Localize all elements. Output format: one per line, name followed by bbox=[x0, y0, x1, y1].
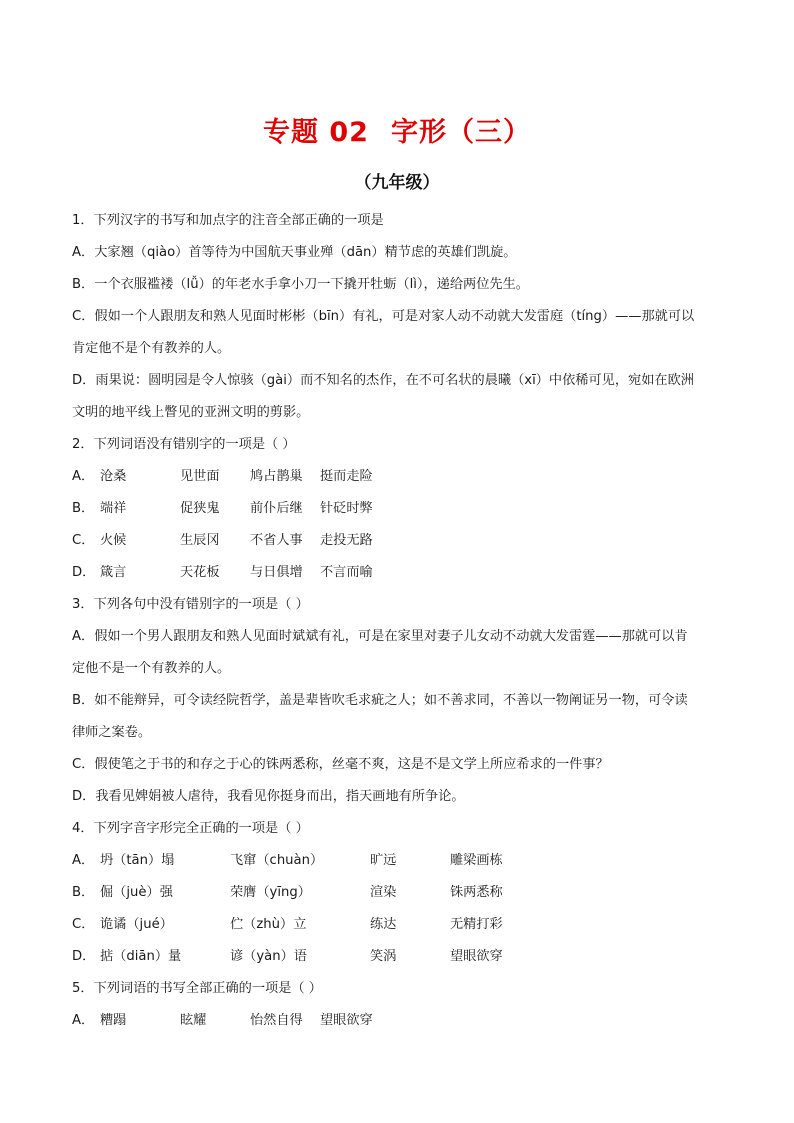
text-line: D．我看见婢娟被人虐待，我看见你挺身而出，指天画地有所争论。 bbox=[72, 789, 465, 804]
option-term: 荣膺（yīng） bbox=[230, 885, 311, 900]
option-term: 挺而走险 bbox=[320, 469, 373, 484]
text-line: C．假使笔之于书的和存之于心的铢两悉称，丝毫不爽，这是不是文学上所应希求的一件事？ bbox=[72, 757, 609, 772]
option-term: 倔（juè）强 bbox=[100, 885, 173, 900]
option-term: 走投无路 bbox=[320, 533, 373, 548]
option-term: 渲染 bbox=[370, 885, 397, 900]
option-term: 前仆后继 bbox=[250, 501, 303, 516]
option-term: 火候 bbox=[100, 533, 127, 548]
option-term: 望眼欲穿 bbox=[320, 1013, 373, 1028]
option-row bbox=[72, 941, 732, 973]
option-row bbox=[72, 525, 732, 557]
text-line: 4．下列字音字形完全正确的一项是（ ） bbox=[72, 821, 309, 836]
question-list bbox=[72, 205, 732, 1037]
option-term: 笑涡 bbox=[370, 949, 397, 964]
option-label: D． bbox=[72, 565, 96, 580]
option-term: 旷远 bbox=[370, 853, 397, 868]
option-label: C． bbox=[72, 917, 95, 932]
option-term: 伫（zhù）立 bbox=[230, 917, 307, 932]
option-term: 铢两悉称 bbox=[450, 885, 503, 900]
option-row bbox=[72, 845, 732, 877]
option-term: 练达 bbox=[370, 917, 397, 932]
option-row bbox=[72, 909, 732, 941]
option-term: 与日俱增 bbox=[250, 565, 303, 580]
option-row bbox=[72, 461, 732, 493]
option-row bbox=[72, 877, 732, 909]
option-term: 望眼欲穿 bbox=[450, 949, 503, 964]
title-topic-number: 专题 02 bbox=[263, 117, 369, 148]
option-term: 不言而喻 bbox=[320, 565, 373, 580]
option-term: 鸠占鹊巢 bbox=[250, 469, 303, 484]
option-term: 针砭时弊 bbox=[320, 501, 373, 516]
option-term: 糟蹋 bbox=[100, 1013, 127, 1028]
text-line: C．假如一个人跟朋友和熟人见面时彬彬（bīn）有礼，可是对家人动不动就大发雷庭（tíng）——那就可以 bbox=[72, 309, 695, 324]
option-label: A． bbox=[72, 469, 95, 484]
option-label: B． bbox=[72, 501, 95, 516]
text-line: 定他不是一个有教养的人。 bbox=[72, 661, 231, 676]
text-line: 3．下列各句中没有错别字的一项是（ ） bbox=[72, 597, 309, 612]
option-term: 眩耀 bbox=[180, 1013, 207, 1028]
option-term: 见世面 bbox=[180, 469, 220, 484]
text-line: B．一个衣服褴褛（lǚ）的年老水手拿小刀一下撬开牡蛎（lì），递给两位先生。 bbox=[72, 277, 529, 292]
text-line: D．雨果说：圆明园是令人惊骇（gài）而不知名的杰作，在不可名状的晨曦（xī）中依稀可见，宛如在欧洲 bbox=[72, 373, 694, 388]
option-label: B． bbox=[72, 885, 95, 900]
option-term: 雕梁画栋 bbox=[450, 853, 503, 868]
option-term: 天花板 bbox=[180, 565, 220, 580]
option-term: 坍（tān）塌 bbox=[100, 853, 175, 868]
option-label: A． bbox=[72, 853, 95, 868]
option-label: D． bbox=[72, 949, 96, 964]
text-line: 5．下列词语的书写全部正确的一项是（ ） bbox=[72, 981, 322, 996]
option-row bbox=[72, 557, 732, 589]
option-row bbox=[72, 493, 732, 525]
option-term: 生辰冈 bbox=[180, 533, 220, 548]
text-line: 律师之案卷。 bbox=[72, 725, 152, 740]
option-term: 飞窜（chuàn） bbox=[230, 853, 324, 868]
option-term: 诡谲（jué） bbox=[100, 917, 173, 932]
text-line: A．大家翘（qiào）首等待为中国航天事业殚（dān）精节虑的英雄们凯旋。 bbox=[72, 245, 517, 260]
option-term: 不省人事 bbox=[250, 533, 303, 548]
option-row bbox=[72, 1005, 732, 1037]
option-term: 沧桑 bbox=[100, 469, 127, 484]
text-line: 2．下列词语没有错别字的一项是（ ） bbox=[72, 437, 296, 452]
text-line: 肯定他不是个有教养的人。 bbox=[72, 341, 231, 356]
text-line: 1．下列汉字的书写和加点字的注音全部正确的一项是 bbox=[72, 213, 384, 228]
text-line: 文明的地平线上瞥见的亚洲文明的剪影。 bbox=[72, 405, 310, 420]
option-label: A． bbox=[72, 1013, 95, 1028]
text-line: B．如不能辩异，可令读经院哲学，盖是辈皆吹毛求疵之人；如不善求同，不善以一物阐证另一物，可令读 bbox=[72, 693, 688, 708]
option-term: 端祥 bbox=[100, 501, 127, 516]
option-term: 促狭鬼 bbox=[180, 501, 220, 516]
page-subtitle: （九年级） bbox=[354, 173, 440, 193]
option-term: 掂（diān）量 bbox=[100, 949, 182, 964]
option-term: 无精打彩 bbox=[450, 917, 503, 932]
text-line: A．假如一个男人跟朋友和熟人见面时斌斌有礼，可是在家里对妻子儿女动不动就大发雷霆——那就可以肯 bbox=[72, 629, 688, 644]
title-topic-name: 字形（三） bbox=[390, 117, 531, 148]
page-title bbox=[0, 110, 794, 149]
option-term: 怡然自得 bbox=[250, 1013, 303, 1028]
option-term: 箴言 bbox=[100, 565, 127, 580]
option-label: C． bbox=[72, 533, 95, 548]
option-term: 谚（yàn）语 bbox=[230, 949, 307, 964]
